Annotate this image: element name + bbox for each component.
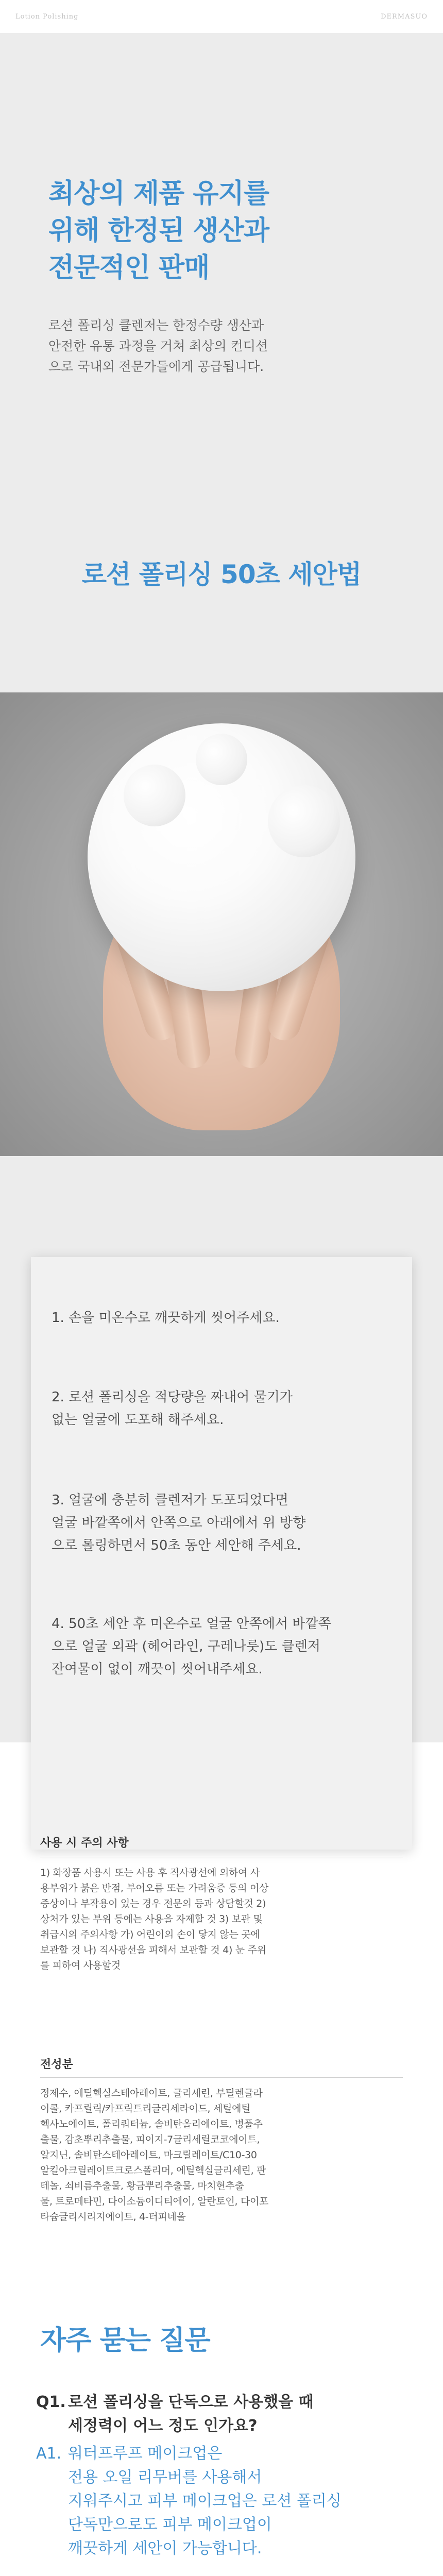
- section-divider: [40, 2077, 403, 2078]
- answer-line: 워터프루프 메이크업은: [68, 2445, 223, 2463]
- caution-line: 를 피하여 사용할것: [40, 1960, 121, 1971]
- method-title: 로션 폴리싱 50초 세안법: [81, 560, 362, 589]
- step-item: [52, 1386, 391, 1431]
- caution-title: 사용 시 주의 사항: [40, 1837, 129, 1850]
- ingredient-line: 이콜, 카프릴릭/카프릭트리글리세라이드, 세틸에틸: [40, 2103, 251, 2114]
- faq-title: 자주 묻는 질문: [40, 2325, 210, 2356]
- ingredient-line: 알킬아크릴레이트크로스폴리머, 에틸헥실글리세린, 판: [40, 2165, 266, 2176]
- ingredient-line: 타슘글리시리지에이트, 4-터피네올: [40, 2211, 186, 2223]
- question-line: 세정력이 어느 정도 인가요?: [68, 2417, 258, 2435]
- bubble-shape: [196, 734, 247, 785]
- hero-description: [48, 315, 409, 377]
- faq-question: [36, 2391, 407, 2438]
- foam-hands-image: [0, 692, 443, 1156]
- ingredients-title: 전성분: [40, 2058, 73, 2071]
- ingredient-line: 출물, 감초뿌리추출물, 피이지-7글리세릴코코에이트,: [40, 2134, 260, 2145]
- step-line: 없는 얼굴에 도포해 해주세요.: [52, 1412, 224, 1428]
- step-item: [52, 1613, 391, 1681]
- ingredients-text: [40, 2086, 403, 2225]
- caution-line: 1) 화장품 사용시 또는 사용 후 직사광선에 의하여 사: [40, 1867, 260, 1878]
- caution-line: 상처가 있는 부위 등에는 사용을 자제할 것 3) 보관 및: [40, 1913, 263, 1925]
- ingredient-line: 정제수, 에틸헥실스테아레이트, 글리세린, 부틸렌글라: [40, 2088, 263, 2099]
- brand-name: Lotion Polishing: [15, 12, 79, 21]
- step-line: 얼굴 바깥쪽에서 안쪽으로 아래에서 위 방향: [52, 1515, 306, 1531]
- ingredient-line: 물, 트로메타민, 다이소듐이디티에이, 알란토인, 다이포: [40, 2196, 269, 2207]
- caution-line: 취급시의 주의사항 가) 어린이의 손이 닿지 않는 곳에: [40, 1929, 260, 1940]
- answer-line: 깨끗하게 세안이 가능합니다.: [68, 2539, 262, 2557]
- step-line: 4. 50초 세안 후 미온수로 얼굴 안쪽에서 바깥쪽: [52, 1616, 331, 1632]
- brand-logo-text: DERMASUO: [381, 12, 428, 21]
- ingredient-line: 헥사노에이트, 폴리쿼터늄, 솔비탄올리에이트, 병풀추: [40, 2119, 263, 2130]
- step-line: 2. 로션 폴리싱을 적당량을 짜내어 물기가: [52, 1389, 293, 1405]
- step-line: 1. 손을 미온수로 깨끗하게 씻어주세요.: [52, 1310, 280, 1326]
- answer-line: 지워주시고 피부 메이크업은 로션 폴리싱: [68, 2492, 342, 2510]
- answer-label: A1.: [36, 2445, 62, 2463]
- faq-answer: [36, 2442, 407, 2561]
- step-line: 으로 얼굴 외곽 (헤어라인, 구레나룻)도 클렌저: [52, 1639, 320, 1654]
- caution-text: [40, 1865, 403, 1973]
- hero-desc-line: 으로 국내외 전문가들에게 공급됩니다.: [48, 359, 264, 374]
- question-line: 로션 폴리싱을 단독으로 사용했을 때: [68, 2393, 314, 2411]
- step-item: [52, 1307, 391, 1329]
- ingredient-line: 테놀, 쇠비름추출물, 황금뿌리추출물, 마치현추출: [40, 2180, 244, 2192]
- hero-desc-line: 로션 폴리싱 클렌저는 한정수량 생산과: [48, 318, 264, 333]
- step-item: [52, 1489, 391, 1557]
- bubble-shape: [124, 765, 185, 826]
- caution-line: 증상이나 부작용이 있는 경우 전문의 등과 상담할것 2): [40, 1898, 266, 1909]
- question-label: Q1.: [36, 2393, 66, 2411]
- hero-title-line: 위해 한정된 생산과: [48, 215, 269, 246]
- step-line: 으로 롤링하면서 50초 동안 세안해 주세요.: [52, 1538, 301, 1553]
- step-line: 잔여물이 없이 깨끗이 씻어내주세요.: [52, 1662, 263, 1677]
- hero-title-line: 전문적인 판매: [48, 252, 210, 283]
- bubble-shape: [268, 785, 340, 857]
- brand-bar: [0, 0, 443, 33]
- answer-line: 단독만으로도 피부 메이크업이: [68, 2516, 272, 2534]
- caution-line: 용부위가 붉은 반점, 부어오름 또는 가려움증 등의 이상: [40, 1883, 269, 1894]
- hero-title-line: 최상의 제품 유지를: [48, 178, 269, 209]
- hero-title: [48, 175, 399, 286]
- caution-line: 보관할 것 나) 직사광선을 피해서 보관할 것 4) 눈 주위: [40, 1944, 266, 1956]
- answer-line: 전용 오일 리무버를 사용해서: [68, 2468, 262, 2486]
- hero-desc-line: 안전한 유통 과정을 거쳐 최상의 컨디션: [48, 338, 268, 353]
- ingredient-line: 알지닌, 솔비탄스테아레이트, 마크릴레이트/C10-30: [40, 2149, 257, 2161]
- step-line: 3. 얼굴에 충분히 클렌저가 도포되었다면: [52, 1493, 288, 1508]
